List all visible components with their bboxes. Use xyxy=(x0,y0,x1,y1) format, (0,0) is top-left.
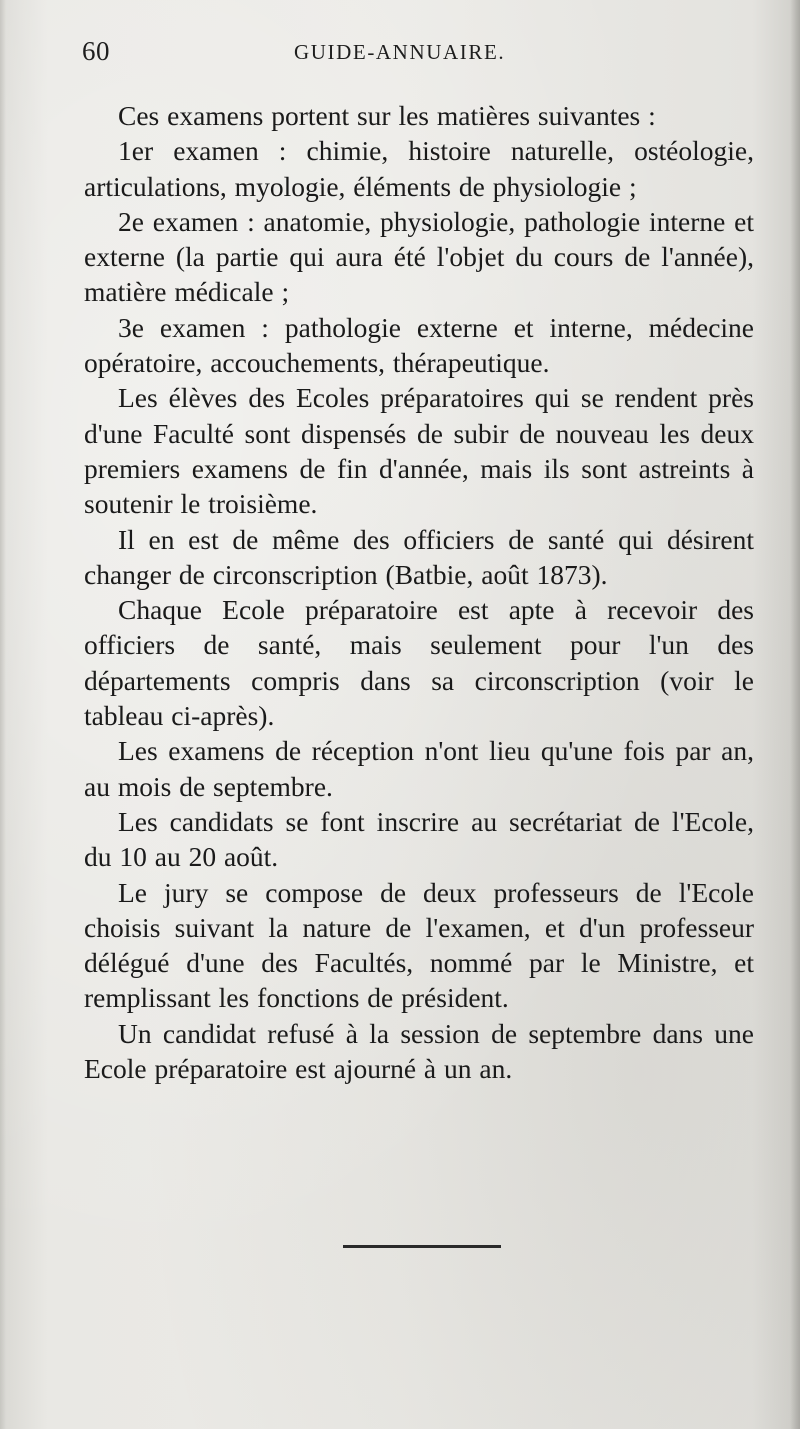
body-text xyxy=(84,98,754,1086)
paragraph-reception-exams: Les examens de réception n'ont lieu qu'une fois par an, au mois de septembre. xyxy=(84,735,754,802)
closing-rule xyxy=(343,1245,501,1248)
paragraph-second-exam: 2e examen : anatomie, physiologie, pathologie interne et externe (la partie qui aura été l'objet du cours de l'année), matière médicale ; xyxy=(84,205,754,308)
page-right-edge-shadow xyxy=(790,0,800,1429)
paragraph-officers: Il en est de même des officiers de santé qui désirent changer de circonscription (Batbie, août 1873). xyxy=(84,523,754,590)
running-title: GUIDE-ANNUAIRE. xyxy=(294,40,506,64)
paragraph-intro: Ces examens portent sur les matières suivantes : xyxy=(118,100,656,131)
paragraph-registration: Les candidats se font inscrire au secrétariat de l'Ecole, du 10 au 20 août. xyxy=(84,805,754,873)
paragraph-students: Les élèves des Ecoles préparatoires qui se rendent près d'une Faculté sont dispensés de subir de nouveau les deux premiers examens de fin d'année, mais ils sont astreints à soutenir le troisième. xyxy=(84,382,754,520)
paragraph-first-exam: 1er examen : chimie, histoire naturelle, ostéologie, articulations, myologie, éléments de physiologie ; xyxy=(84,135,754,202)
paragraph-schools: Chaque Ecole préparatoire est apte à recevoir des officiers de santé, mais seulement pour l'un des départements compris dans sa circonscription (voir le tableau ci-après). xyxy=(84,594,754,732)
paragraph-refused-candidate: Un candidat refusé à la session de septembre dans une Ecole préparatoire est ajourné à un an. xyxy=(84,1017,754,1085)
page-number: 60 xyxy=(82,36,110,66)
running-head xyxy=(82,36,732,70)
page-left-edge-shadow xyxy=(0,0,6,1429)
paragraph-jury: Le jury se compose de deux professeurs de l'Ecole choisis suivant la nature de l'examen, et d'un professeur délégué d'une des Facultés, nommé par le Ministre, et remplissant les fonctions de président. xyxy=(84,876,754,1014)
paragraph-third-exam: 3e examen : pathologie externe et interne, médecine opératoire, accouchements, thérapeutique. xyxy=(84,311,754,379)
